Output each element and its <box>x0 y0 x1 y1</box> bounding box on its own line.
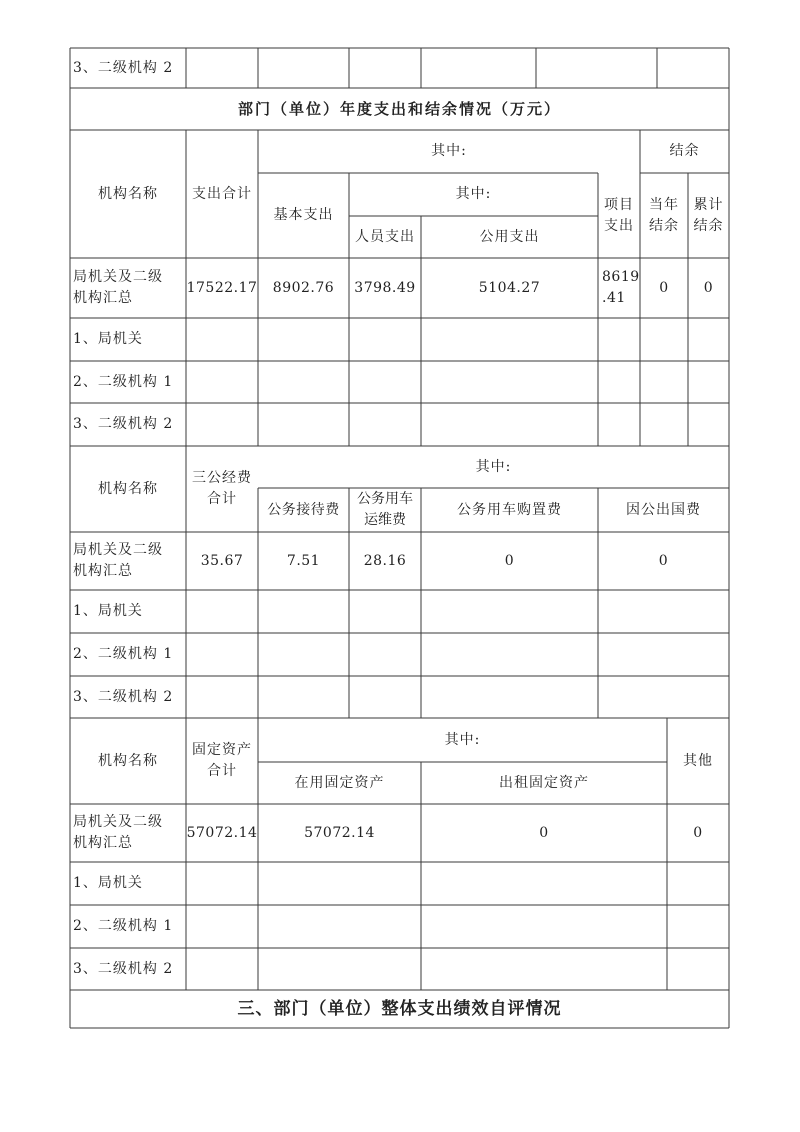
tp-header-vehicle-ops: 公务用车 运维费 <box>357 491 413 528</box>
row-label-org2-top: 3、二级机构 2 <box>73 59 174 76</box>
exp-row-label: 1、局机关 <box>73 331 143 347</box>
exp-header-org-name: 机构名称 <box>98 185 158 202</box>
exp-summary-total: 17522.17 <box>186 279 258 296</box>
expenditure-section-title: 部门（单位）年度支出和结余情况（万元） <box>237 99 561 118</box>
fa-summary-leased: 0 <box>539 824 549 841</box>
tp-row-label: 3、二级机构 2 <box>73 688 174 705</box>
exp-row-label: 3、二级机构 2 <box>73 416 174 432</box>
fa-summary-other: 0 <box>693 824 703 841</box>
fa-header-in-use: 在用固定资产 <box>294 774 385 791</box>
exp-summary-public: 5104.27 <box>478 279 541 296</box>
exp-summary-org: 局机关及二级 机构汇总 <box>73 269 163 306</box>
fa-row-label: 2、二级机构 1 <box>73 918 174 934</box>
exp-summary-basic: 8902.76 <box>272 279 335 296</box>
exp-header-among: 其中: <box>431 143 467 159</box>
tp-summary-vehicle-ops: 28.16 <box>363 552 407 569</box>
exp-summary-project: 8619 .41 <box>602 269 640 306</box>
tp-summary-abroad: 0 <box>658 552 669 569</box>
tp-header-reception: 公务接待费 <box>267 501 340 518</box>
tp-header-among: 其中: <box>475 458 512 475</box>
exp-summary-cumulative-balance: 0 <box>703 279 714 296</box>
fa-header-leased: 出租固定资产 <box>499 774 589 791</box>
exp-row-label: 2、二级机构 1 <box>73 373 174 390</box>
fa-header-among: 其中: <box>444 731 481 748</box>
tp-row-label: 1、局机关 <box>73 603 143 619</box>
tp-header-org-name: 机构名称 <box>98 480 158 497</box>
tp-header-abroad: 因公出国费 <box>626 501 701 518</box>
tp-summary-org: 局机关及二级 机构汇总 <box>73 542 163 579</box>
tp-summary-total: 35.67 <box>200 552 244 569</box>
exp-header-among-basic: 其中: <box>455 186 492 202</box>
exp-header-public: 公用支出 <box>479 228 540 245</box>
fa-row-label: 1、局机关 <box>73 875 143 891</box>
exp-header-basic: 基本支出 <box>273 207 334 223</box>
fa-summary-total: 57072.14 <box>186 824 258 841</box>
fa-header-other: 其他 <box>683 752 713 769</box>
fa-header-org-name: 机构名称 <box>98 752 158 769</box>
tp-summary-reception: 7.51 <box>286 552 321 569</box>
exp-header-current-balance: 当年 结余 <box>649 196 679 234</box>
section3-title: 三、部门（单位）整体支出绩效自评情况 <box>237 998 562 1019</box>
fa-summary-in-use: 57072.14 <box>304 824 375 841</box>
tp-row-label: 2、二级机构 1 <box>73 646 174 662</box>
exp-header-personnel: 人员支出 <box>355 228 415 245</box>
exp-header-total: 支出合计 <box>192 185 252 202</box>
tp-header-vehicle-purchase: 公务用车购置费 <box>457 501 562 518</box>
fa-row-label: 3、二级机构 2 <box>73 960 174 977</box>
fa-summary-org: 局机关及二级 机构汇总 <box>73 814 163 851</box>
tp-header-total: 三公经费 合计 <box>192 470 252 507</box>
exp-summary-personnel: 3798.49 <box>354 279 416 296</box>
exp-header-cumulative-balance: 累计 结余 <box>693 196 724 234</box>
exp-header-project: 项目 支出 <box>604 196 634 234</box>
exp-header-balance: 结余 <box>669 143 700 159</box>
tp-summary-vehicle-purchase: 0 <box>504 552 515 569</box>
exp-summary-current-balance: 0 <box>659 279 669 296</box>
fa-header-total: 固定资产 合计 <box>192 742 252 779</box>
